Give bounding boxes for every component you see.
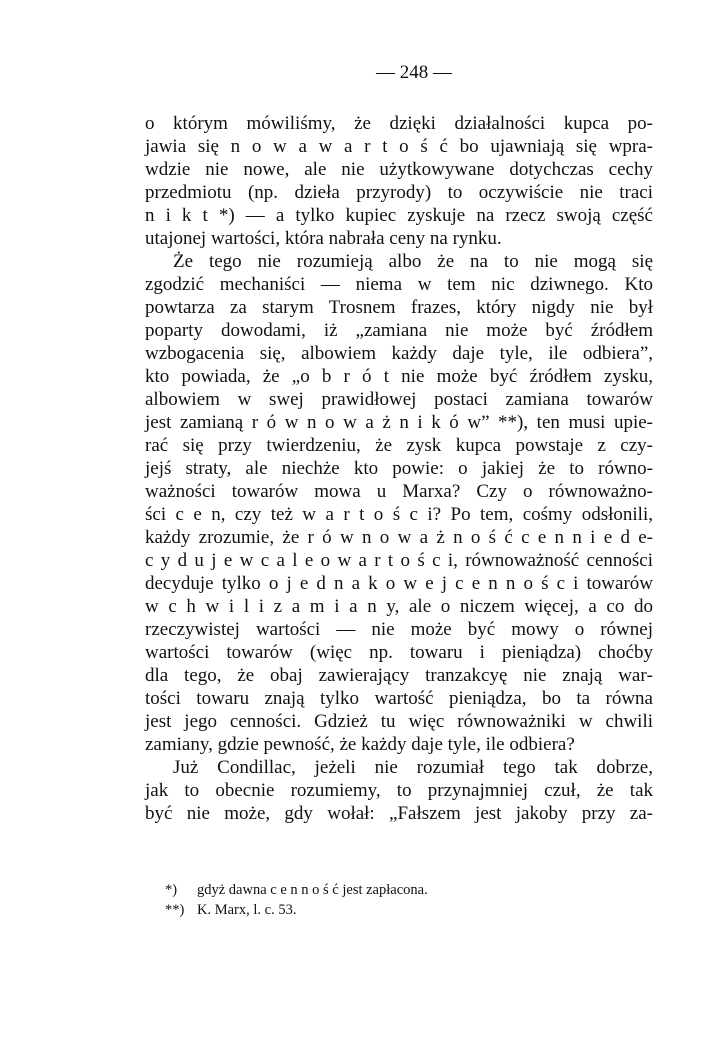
- text-line: tości towaru znają tylko wartość pieniądza, bo ta równa: [145, 688, 653, 709]
- footnotes: [165, 880, 428, 920]
- text-line: każdy zrozumie, że r ó w n o w a ż n o ś ć c e n n i e d e‐: [145, 527, 653, 548]
- text-line: ważności towarów mowa u Marxa? Czy o równoważno‐: [145, 481, 653, 502]
- text-line: być nie może, gdy wołał: „Fałszem jest jakoby przy za‐: [145, 803, 653, 824]
- text-line: Już Condillac, jeżeli nie rozumiał tego tak dobrze,: [173, 757, 653, 778]
- text-line: decyduje tylko o j e d n a k o w e j c e n n o ś c i towarów: [145, 573, 653, 594]
- text-line: kto powiada, że „o b r ó t nie może być źródłem zysku,: [145, 366, 653, 387]
- text-line: jest zamianą r ó w n o w a ż n i k ó w” **), ten musi upie‐: [145, 412, 653, 433]
- text-line: zamiany, gdzie pewność, że każdy daje tyle, ile odbiera?: [145, 734, 575, 755]
- text-line: n i k t *) — a tylko kupiec zyskuje na rzecz swoją część: [145, 205, 653, 226]
- text-line: ści c e n, czy też w a r t o ś c i? Po tem, cośmy odsłonili,: [145, 504, 653, 525]
- text-line: rzeczywistej wartości — nie może być mowy o równej: [145, 619, 653, 640]
- footnote-text: gdyż dawna c e n n o ś ć jest zapłacona.: [197, 882, 428, 898]
- footnote-mark: *): [165, 882, 178, 898]
- text-line: rać się przy twierdzeniu, że zysk kupca powstaje z czy‐: [145, 435, 653, 456]
- footnote: [165, 900, 428, 920]
- page-number: — 248 —: [376, 62, 452, 83]
- footnote-text: K. Marx, l. c. 53.: [197, 902, 297, 918]
- text-line: jawia się n o w a w a r t o ś ć bo ujawniają się wpra‐: [145, 136, 653, 157]
- text-line: jejś straty, ale niechże kto powie: o jakiej że to równo‐: [145, 458, 653, 479]
- text-line: dla tego, że obaj zawierający tranzakcyę nie znają war‐: [145, 665, 653, 686]
- text-line: wartości towarów (więc np. towaru i pieniądza) choćby: [145, 642, 653, 663]
- footnote-mark: **): [165, 902, 185, 918]
- text-line: powtarza za starym Trosnem frazes, który nigdy nie był: [145, 297, 653, 318]
- text-line: przedmiotu (np. dzieła przyrody) to oczywiście nie traci: [145, 182, 653, 203]
- text-line: zgodzić mechaniści — niema w tem nic dziwnego. Kto: [145, 274, 653, 295]
- text-line: poparty dowodami, iż „zamiana nie może być źródłem: [145, 320, 653, 341]
- text-line: wzbogacenia się, albowiem każdy daje tyle, ile odbiera”,: [145, 343, 653, 364]
- text-line: jak to obecnie rozumiemy, to przynajmniej czuł, że tak: [145, 780, 653, 801]
- document-page: [145, 62, 653, 825]
- text-line: o którym mówiliśmy, że dzięki działalności kupca po‐: [145, 113, 653, 134]
- footnote: [165, 880, 428, 900]
- text-line: jest jego cenności. Gdzież tu więc równoważniki w chwili: [145, 711, 653, 732]
- text-line: w c h w i l i z a m i a n y, ale o niczem więcej, a co do: [145, 596, 653, 617]
- text-line: utajonej wartości, która nabrała ceny na rynku.: [145, 228, 502, 249]
- text-line: albowiem w swej prawidłowej postaci zamiana towarów: [145, 389, 653, 410]
- text-line: wdzie nie nowe, ale nie użytkowywane dotychczas cechy: [145, 159, 653, 180]
- text-line: c y d u j e w c a l e o w a r t o ś c i, równoważność cenności: [145, 550, 653, 571]
- text-line: Że tego nie rozumieją albo że na to nie mogą się: [173, 251, 653, 272]
- body-text: [145, 112, 653, 825]
